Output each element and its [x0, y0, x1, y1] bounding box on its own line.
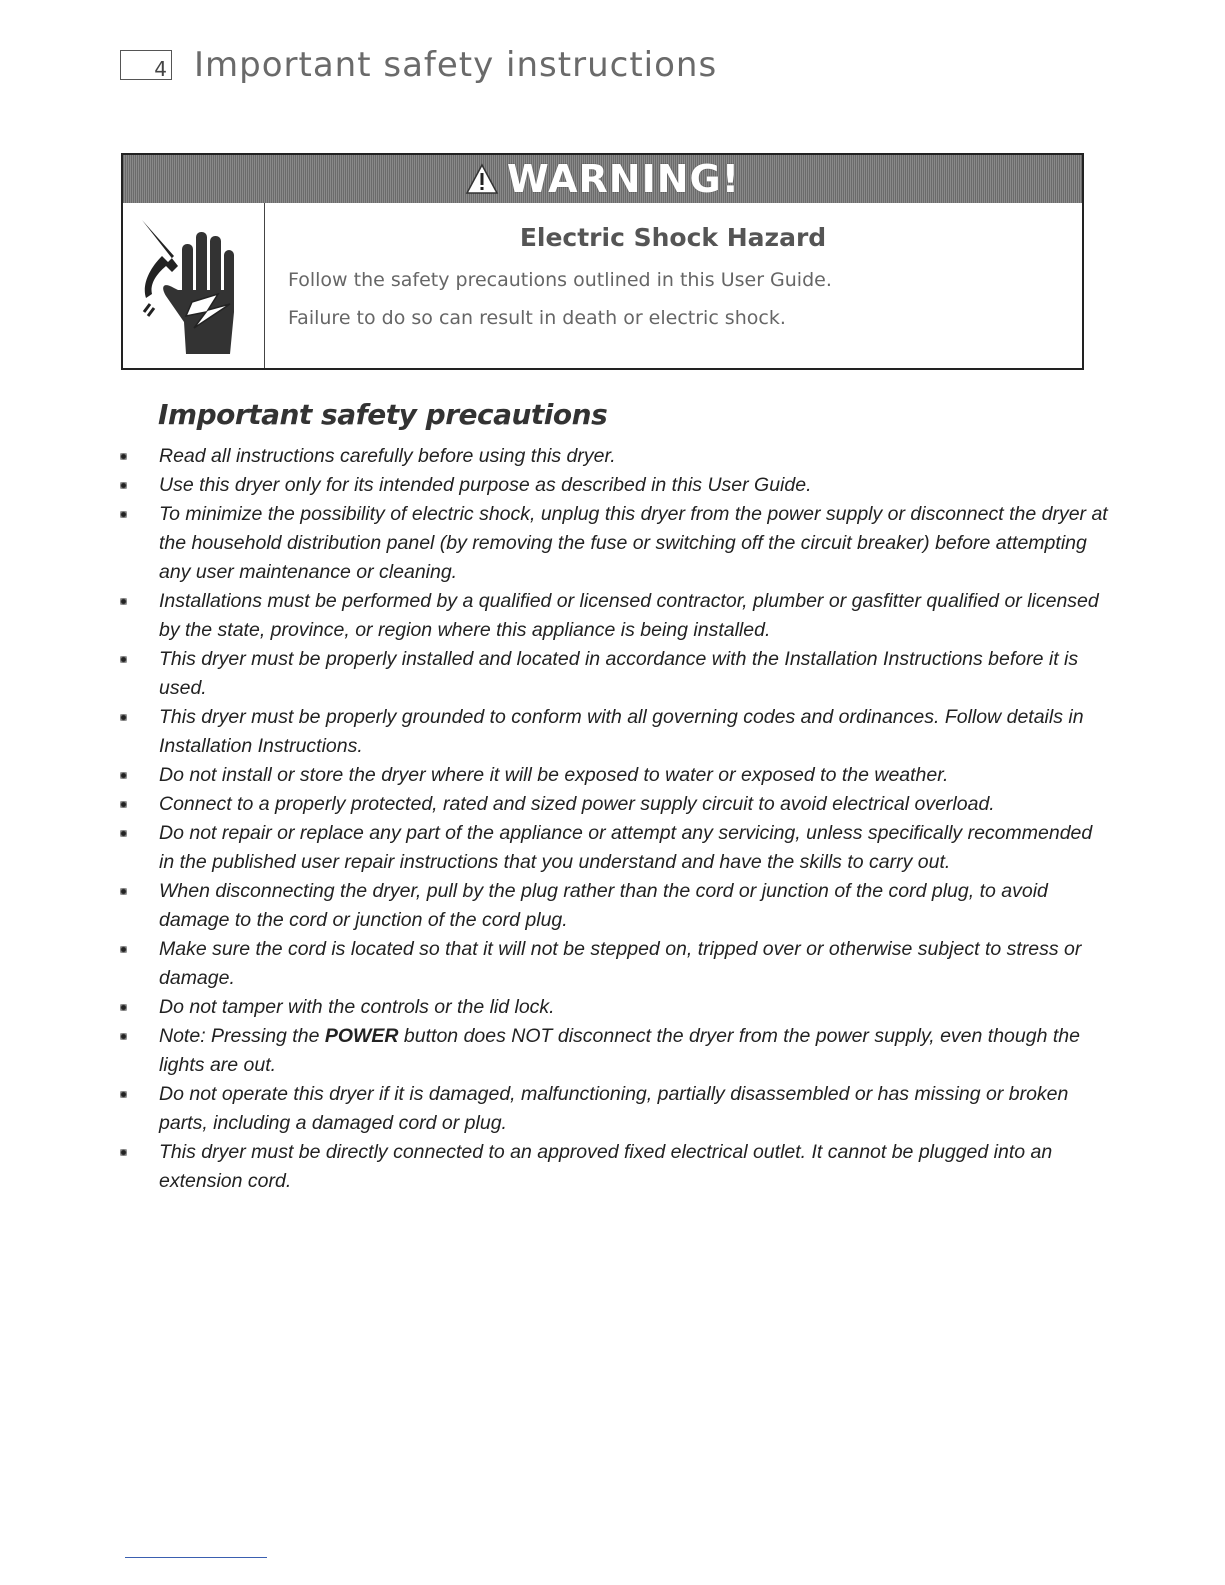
bullet-icon — [120, 453, 127, 460]
power-keyword: POWER — [324, 1025, 399, 1047]
bullet-icon — [120, 1091, 127, 1098]
list-item-text: This dryer must be properly grounded to conform with all governing codes and ordinances. Follow details in Installation Instructions. — [159, 706, 1084, 757]
page-header — [120, 42, 717, 88]
hazard-line-2: Failure to do so can result in death or electric shock. — [288, 307, 786, 329]
bullet-icon — [120, 801, 127, 808]
list-item — [118, 471, 1108, 500]
page-number: 4 — [154, 57, 167, 81]
list-item — [118, 645, 1108, 703]
list-item — [118, 993, 1108, 1022]
footer-rule — [125, 1557, 267, 1558]
bullet-icon — [120, 830, 127, 837]
list-item-text: Use this dryer only for its intended purpose as described in this User Guide. — [159, 474, 812, 496]
list-item — [118, 819, 1108, 877]
warning-box — [121, 153, 1084, 370]
list-item-text: This dryer must be properly installed and located in accordance with the Installation Instructions before it is used. — [159, 648, 1079, 699]
list-item-text: Make sure the cord is located so that it will not be stepped on, tripped over or otherwise subject to stress or damage. — [159, 938, 1082, 989]
warning-triangle-icon — [465, 163, 499, 195]
note-prefix: Note: Pressing the — [159, 1025, 325, 1047]
list-item-text: Do not install or store the dryer where it will be exposed to water or exposed to the weather. — [159, 764, 949, 786]
list-item — [118, 587, 1108, 645]
list-item — [118, 761, 1108, 790]
list-item — [118, 703, 1108, 761]
bullet-icon — [120, 946, 127, 953]
hazard-line-1: Follow the safety precautions outlined in this User Guide. — [288, 269, 832, 291]
hazard-title: Electric Shock Hazard — [519, 223, 827, 252]
list-item-text: Connect to a properly protected, rated and sized power supply circuit to avoid electrical overload. — [159, 793, 995, 815]
bullet-icon — [120, 772, 127, 779]
bullet-icon — [120, 598, 127, 605]
bullet-icon — [120, 1033, 127, 1040]
electric-shock-hand-icon — [134, 216, 254, 356]
list-item — [118, 1080, 1108, 1138]
bullet-icon — [120, 1149, 127, 1156]
hazard-text — [264, 203, 1082, 368]
list-item-text: This dryer must be directly connected to an approved fixed electrical outlet. It cannot be plugged into an extension cord. — [159, 1141, 1053, 1192]
warning-label: WARNING! — [506, 157, 741, 201]
note-suffix: button does NOT disconnect the dryer from the power supply, even though the lights are out. — [159, 1025, 1080, 1076]
list-item-text: Do not tamper with the controls or the lid lock. — [159, 996, 555, 1018]
list-item — [118, 790, 1108, 819]
bullet-icon — [120, 714, 127, 721]
list-item-text: Read all instructions carefully before using this dryer. — [159, 445, 616, 467]
list-item-text: To minimize the possibility of electric shock, unplug this dryer from the power supply or disconnect the dryer at the household distribution panel (by removing the fuse or switching off the circuit breaker) before attempting any user maintenance or cleaning. — [159, 503, 1108, 583]
bullet-icon — [120, 511, 127, 518]
page-title: Important safety instructions — [194, 45, 718, 85]
precautions-heading: Important safety precautions — [158, 398, 608, 431]
bullet-icon — [120, 1004, 127, 1011]
bullet-icon — [120, 656, 127, 663]
bullet-icon — [120, 482, 127, 489]
list-item-text — [159, 1025, 1080, 1076]
list-item-text: Do not repair or replace any part of the appliance or attempt any servicing, unless specifically recommended in the published user repair instructions that you understand and have the skills to carry out. — [159, 822, 1093, 873]
list-item — [118, 1138, 1108, 1196]
list-item — [118, 1022, 1108, 1080]
precautions-list — [118, 442, 1108, 1196]
list-item — [118, 935, 1108, 993]
list-item — [118, 442, 1108, 471]
warning-banner — [123, 155, 1082, 203]
hazard-icon-panel — [123, 203, 265, 368]
bullet-icon — [120, 888, 127, 895]
list-item-text: When disconnecting the dryer, pull by the plug rather than the cord or junction of the cord plug, to avoid damage to the cord or junction of the cord plug. — [159, 880, 1048, 931]
page-number-box — [120, 50, 172, 80]
list-item-text: Do not operate this dryer if it is damaged, malfunctioning, partially disassembled or has missing or broken parts, including a damaged cord or plug. — [159, 1083, 1069, 1134]
list-item-text: Installations must be performed by a qualified or licensed contractor, plumber or gasfitter qualified or licensed by the state, province, or region where this appliance is being installed. — [159, 590, 1099, 641]
list-item — [118, 877, 1108, 935]
list-item — [118, 500, 1108, 587]
